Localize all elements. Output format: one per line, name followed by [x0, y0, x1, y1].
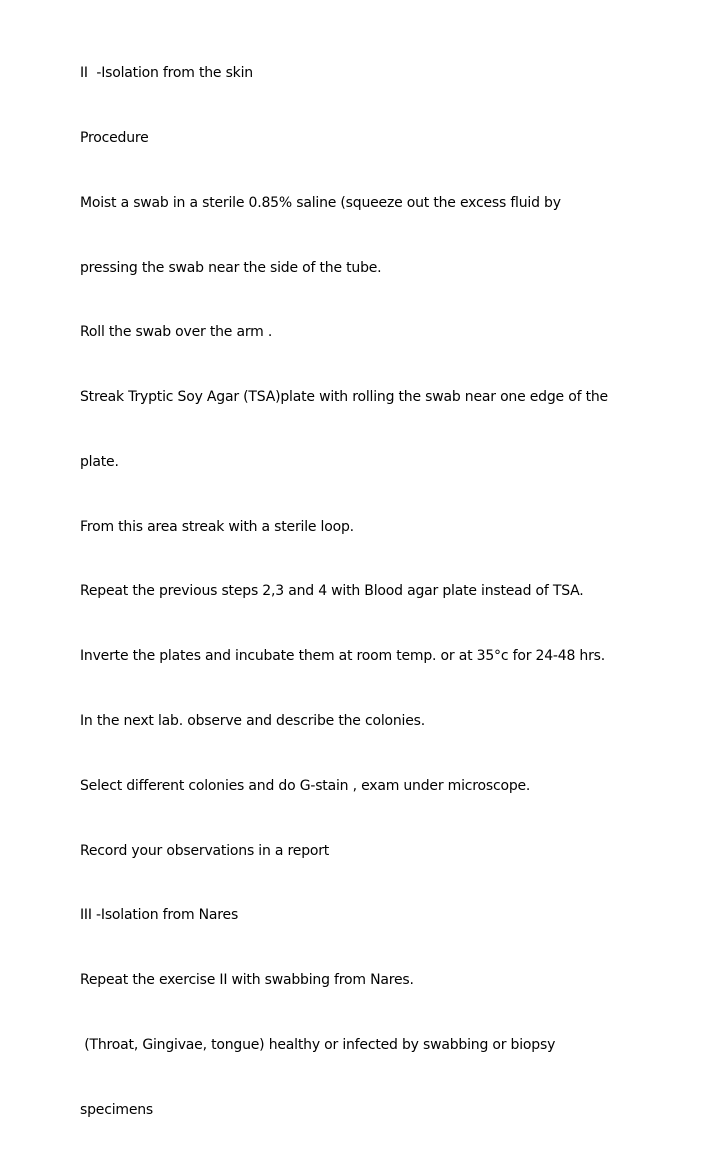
- text-line: specimens: [80, 1101, 153, 1118]
- text-line: Repeat the exercise II with swabbing from Nares.: [80, 972, 414, 989]
- text-line: Roll the swab over the arm .: [80, 324, 273, 341]
- text-line: Inverte the plates and incubate them at room temp. or at 35°c for 24-48 hrs.: [80, 648, 606, 665]
- text-line: Record your observations in a report: [80, 842, 330, 859]
- section-heading-nares: III -Isolation from Nares: [80, 907, 239, 924]
- text-line: plate.: [80, 453, 119, 470]
- section-heading-skin: II -Isolation from the skin: [80, 65, 253, 82]
- text-line: From this area streak with a sterile loop.: [80, 518, 354, 535]
- text-line: pressing the swab near the side of the tube.: [80, 259, 382, 276]
- text-line: Streak Tryptic Soy Agar (TSA)plate with rolling the swab near one edge of the: [80, 389, 608, 406]
- text-line: (Throat, Gingivae, tongue) healthy or infected by swabbing or biopsy: [80, 1036, 556, 1053]
- text-line: Moist a swab in a sterile 0.85% saline (squeeze out the excess fluid by: [80, 194, 561, 211]
- text-line: Select different colonies and do G-stain , exam under microscope.: [80, 777, 531, 794]
- text-line: Repeat the previous steps 2,3 and 4 with Blood agar plate instead of TSA.: [80, 583, 584, 600]
- text-line: In the next lab. observe and describe the colonies.: [80, 713, 426, 729]
- procedure-text-block: [80, 20, 680, 1164]
- procedure-heading: Procedure: [80, 129, 149, 146]
